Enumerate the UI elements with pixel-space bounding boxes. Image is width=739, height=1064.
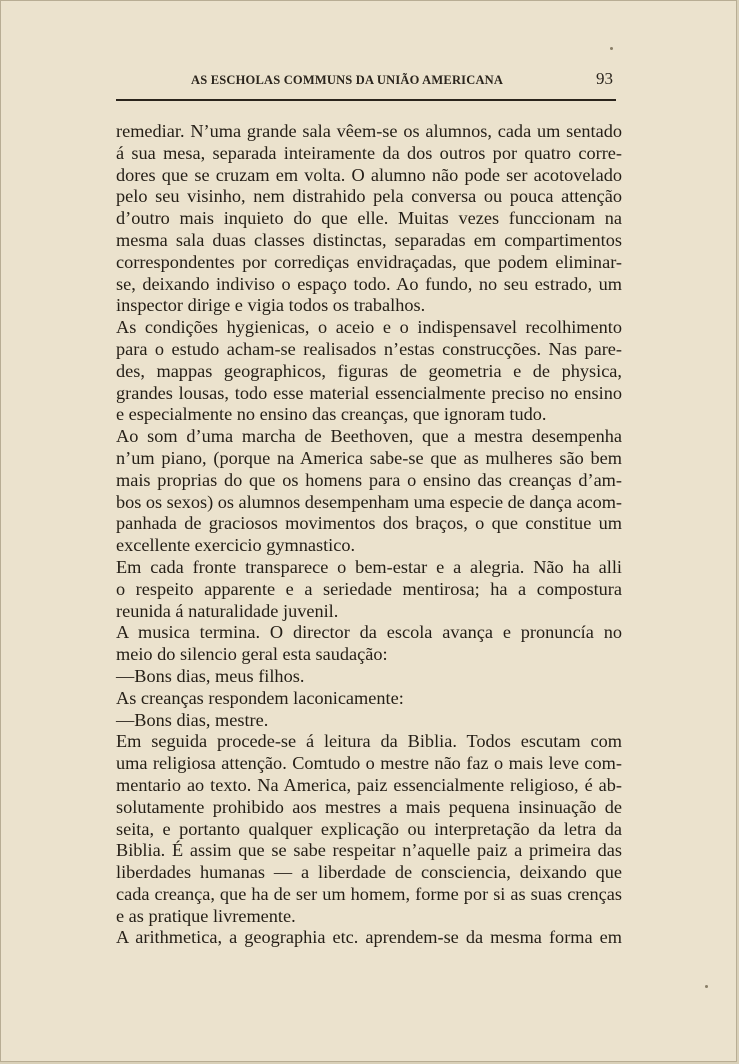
text-line: d’outro mais inquieto do que elle. Muitas vezes funccionam na <box>116 208 622 229</box>
text-line: —Bons dias, meus filhos. <box>116 665 305 686</box>
text-line: e as pratique livremente. <box>116 905 296 926</box>
text-line: bos os sexos) os alumnos desempenham uma especie de dança acom- <box>116 491 622 512</box>
page-number: 93 <box>596 69 613 88</box>
text-line: As creanças respondem laconicamente: <box>116 687 404 708</box>
text-line: Em cada fronte transparece o bem-estar e a alegria. Não ha alli <box>116 556 622 577</box>
text-line: para o estudo acham-se realisados n’estas construcções. Nas pare- <box>116 338 622 359</box>
text-line: meio do silencio geral esta saudação: <box>116 644 388 665</box>
page-header <box>116 69 616 97</box>
text-line: seita, e portanto qualquer explicação ou interpretação da letra da <box>116 818 622 839</box>
text-line: pelo seu visinho, nem distrahido pela conversa ou pouca attenção <box>116 186 622 207</box>
text-line: grandes lousas, todo esse material essencialmente preciso no ensino <box>116 382 622 403</box>
text-line: —Bons dias, mestre. <box>116 709 269 730</box>
text-line: A arithmetica, a geographia etc. aprendem-se da mesma forma em <box>116 927 622 948</box>
text-line: e especialmente no ensino das creanças, que ignoram tudo. <box>116 404 547 425</box>
text-line: dores que se cruzam em volta. O alumno não pode ser acotovelado <box>116 164 622 185</box>
text-line: remediar. N’uma grande sala vêem-se os alumnos, cada um sentado <box>116 121 622 141</box>
text-line: n’um piano, (porque na America sabe-se que as mulheres são bem <box>116 447 622 468</box>
text-line: des, mappas geographicos, figuras de geometria e de physica, <box>116 360 622 381</box>
text-line: mentario ao texto. Na America, paiz essencialmente religioso, é ab- <box>116 774 622 795</box>
text-line: á sua mesa, separada inteiramente da dos outros por quatro corre- <box>116 142 622 163</box>
text-line: panhada de graciosos movimentos dos braços, o que constitue um <box>116 513 622 534</box>
paper-speck <box>705 985 708 988</box>
text-line: As condições hygienicas, o aceio e o indispensavel recolhimento <box>116 317 622 338</box>
running-title: AS ESCHOLAS COMMUNS DA UNIÃO AMERICANA <box>191 73 504 87</box>
text-line: cada creança, que ha de ser um homem, forme por si as suas crenças <box>116 883 622 904</box>
header-rule <box>116 99 616 101</box>
text-line: se, deixando indiviso o espaço todo. Ao fundo, no seu estrado, um <box>116 273 622 294</box>
text-line: A musica termina. O director da escola avança e pronuncía no <box>116 622 622 643</box>
text-line: mais proprias do que os homens para o ensino das creanças d’am- <box>116 469 622 490</box>
text-line: mesma sala duas classes distinctas, separadas em compartimentos <box>116 229 622 250</box>
text-line: reunida á naturalidade juvenil. <box>116 600 339 621</box>
text-line: uma religiosa attenção. Comtudo o mestre não faz o mais leve com- <box>116 753 622 774</box>
text-line: inspector dirige e vigia todos os trabalhos. <box>116 295 426 316</box>
text-line: o respeito apparente e a seriedade mentirosa; ha a compostura <box>116 578 622 599</box>
text-line: excellente exercicio gymnastico. <box>116 535 356 556</box>
text-line: Biblia. É assim que se sabe respeitar n’aquelle paiz a primeira das <box>116 840 622 861</box>
text-line: liberdades humanas — a liberdade de consciencia, deixando que <box>116 862 622 883</box>
text-line: solutamente prohibido aos mestres a mais pequena insinuação de <box>116 796 622 817</box>
paper-speck <box>610 47 613 50</box>
text-line: Ao som d’uma marcha de Beethoven, que a mestra desempenha <box>116 426 622 447</box>
text-line: correspondentes por corrediças envidraçadas, que podem eliminar- <box>116 251 622 272</box>
body-text <box>116 121 622 949</box>
text-line: Em seguida procede-se á leitura da Biblia. Todos escutam com <box>116 731 622 752</box>
